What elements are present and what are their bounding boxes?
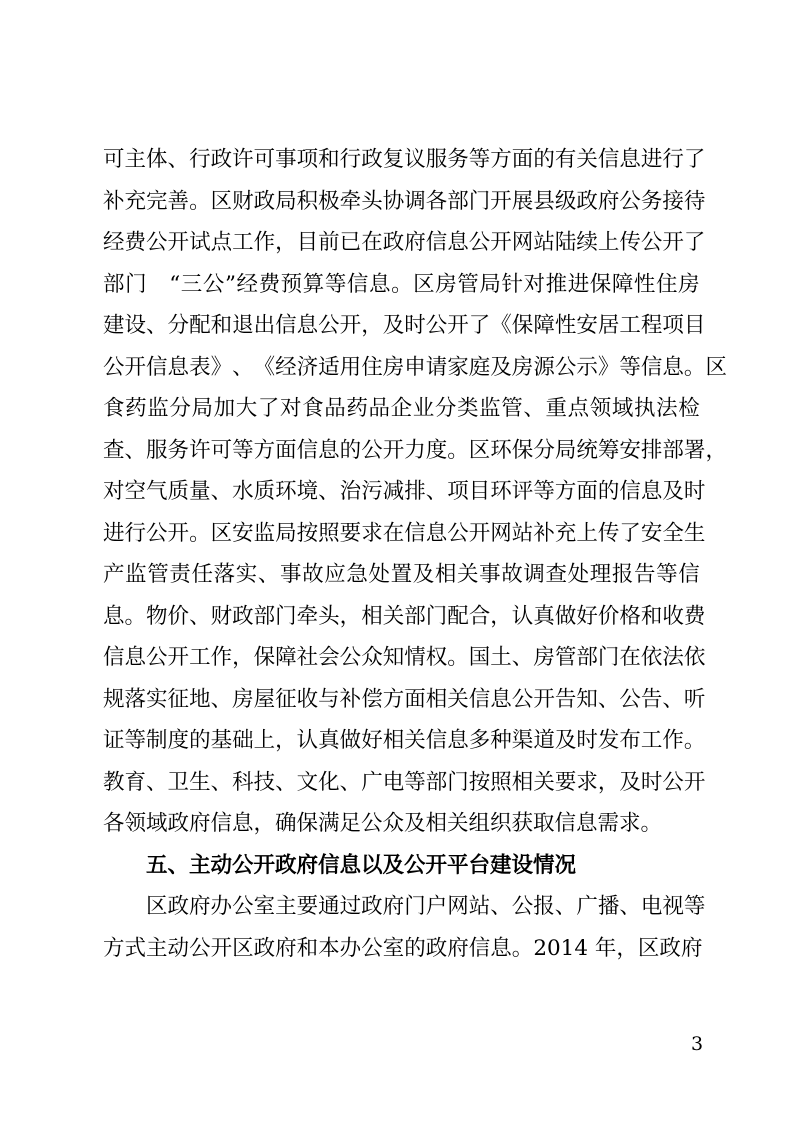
section-heading: 五、主动公开政府信息以及公开平台建设情况: [146, 852, 577, 878]
text-line: 可 主 体 、 行 政 许 可 事 项 和 行 政 复 议 服 务 等 方 面 的 有 关 信 息 进 行 了: [103, 147, 706, 172]
text-line: 对 空 气 质 量 、 水 质 环 境 、 治 污 减 排 、 项 目 环 评 等 方 面 的 信 息 及 时: [103, 479, 706, 504]
text-line: 补 充 完 善 。 区 财 政 局 积 极 牵 头 协 调 各 部 门 开 展 县 级 政 府 公 务 接 待: [103, 188, 706, 214]
text-line: 经 费 公 开 试 点 工 作 ， 目 前 已 在 政 府 信 息 公 开 网 站 陆 续 上 传 公 开 了: [103, 230, 706, 255]
text-line: 建 设 、 分 配 和 退 出 信 息 公 开 ， 及 时 公 开 了 《 保 障 性 安 居 工 程 项 目: [103, 313, 706, 338]
text-line: 区 政 府 办 公 室 主 要 通 过 政 府 门 户 网 站 、 公 报 、 广 播 、 电 视 等: [146, 894, 706, 919]
text-line: 食 药 监 分 局 加 大 了 对 食 品 药 品 企 业 分 类 监 管 、 重 点 领 域 执 法 检: [103, 396, 700, 421]
text-line: 规 落 实 征 地 、 房 屋 征 收 与 补 偿 方 面 相 关 信 息 公 开 告 知 、 公 告 、 听: [103, 686, 706, 712]
text-line: 证 等 制 度 的 基 础 上 ， 认 真 做 好 相 关 信 息 多 种 渠 道 及 时 发 布 工 作 。: [103, 728, 706, 753]
text-line: 各领域政府信息，确保满足公众及相关组织获取信息需求。: [103, 811, 663, 836]
text-line: 教 育 、 卫 生 、 科 技 、 文 化 、 广 电 等 部 门 按 照 相 关 要 求 ， 及 时 公 开: [103, 769, 706, 795]
page-number: 3: [690, 1033, 704, 1055]
text-line: 公 开 信 息 表 》 、 《 经 济 适 用 住 房 申 请 家 庭 及 房 源 公 示 》 等 信 息 。 区: [103, 354, 727, 380]
text-line: 查 、 服 务 许 可 等 方 面 信 息 的 公 开 力 度 。 区 环 保 分 局 统 筹 安 排 部 署 ，: [103, 437, 727, 463]
text-line: 息 。 物 价 、 财 政 部 门 牵 头 ， 相 关 部 门 配 合 ， 认 真 做 好 价 格 和 收 费: [103, 603, 706, 629]
text-line: 进 行 公 开 。 区 安 监 局 按 照 要 求 在 信 息 公 开 网 站 补 充 上 传 了 安 全 生: [103, 520, 706, 546]
text-line: 部 门 “ 三 公 ” 经 费 预 算 等 信 息 。 区 房 管 局 针 对 推 进 保 障 性 住 房: [103, 271, 700, 297]
text-line: 产 监 管 责 任 落 实 、 事 故 应 急 处 置 及 相 关 事 故 调 查 处 理 报 告 等 信: [103, 562, 700, 587]
text-line: 方 式 主 动 公 开 区 政 府 和 本 办 公 室 的 政 府 信 息 。 2014 年 ， 区 政 府: [103, 935, 703, 961]
document-body: [103, 139, 727, 969]
text-line: 信 息 公 开 工 作 ， 保 障 社 会 公 众 知 情 权 。 国 土 、 房 管 部 门 在 依 法 依: [103, 645, 706, 670]
